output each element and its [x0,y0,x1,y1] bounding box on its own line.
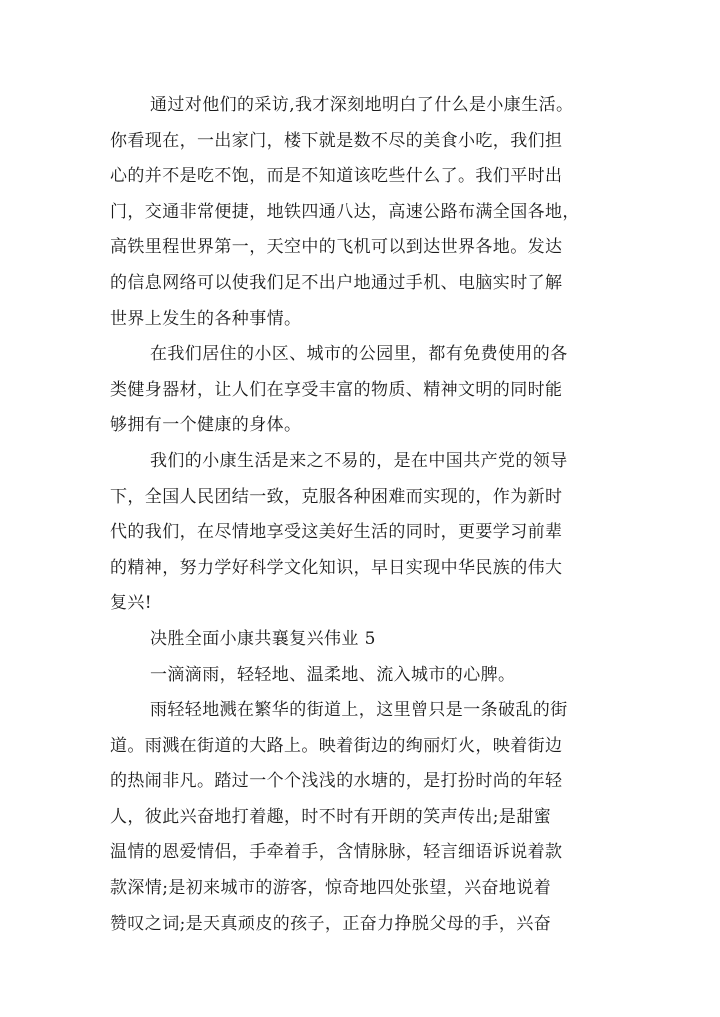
text-line: 的信息网络可以使我们足不出户地通过手机、电脑实时了解 [110,272,563,293]
document-body [110,88,638,942]
text-line: 雨轻轻地溅在繁华的街道上，这里曾只是一条破乱的街 [150,700,568,721]
text-line: 门，交通非常便捷，地铁四通八达，高速公路布满全国各地， [110,201,580,222]
text-line: 类健身器材，让人们在享受丰富的物质、精神文明的同时能 [110,379,563,400]
text-line: 的精神，努力学好科学文化知识，早日实现中华民族的伟大 [110,557,563,578]
text-line: 够拥有一个健康的身体。 [110,415,302,436]
text-line: 款深情;是初来城市的游客，惊奇地四处张望，兴奋地说着 [110,878,552,899]
text-line: 高铁里程世界第一，天空中的飞机可以到达世界各地。发达 [110,237,563,258]
text-line: 人，彼此兴奋地打着趣，时不时有开朗的笑声传出;是甜蜜 [110,806,552,827]
text-line: 赞叹之词;是天真顽皮的孩子，正奋力挣脱父母的手，兴奋 [110,913,552,934]
text-line: 你看现在，一出家门，楼下就是数不尽的美食小吃，我们担 [110,130,563,151]
text-line: 世界上发生的各种事情。 [110,308,302,329]
text-line: 通过对他们的采访,我才深刻地明白了什么是小康生活。 [150,95,574,115]
section-heading: 决胜全面小康共襄复兴伟业 5 [150,628,376,649]
text-line: 心的并不是吃不饱，而是不知道该吃些什么了。我们平时出 [110,166,563,187]
text-line: 的热闹非凡。踏过一个个浅浅的水塘的，是打扮时尚的年轻 [110,771,563,792]
text-line: 道。雨溅在街道的大路上。映着街边的绚丽灯火，映着街边 [110,735,563,756]
text-line: 下，全国人民团结一致，克服各种困难而实现的，作为新时 [110,486,563,507]
text-line: 复兴! [110,593,153,614]
text-line: 代的我们，在尽情地享受这美好生活的同时，更要学习前辈 [110,522,563,543]
text-line: 一滴滴雨，轻轻地、温柔地、流入城市的心脾。 [150,664,516,685]
text-line: 在我们居住的小区、城市的公园里，都有免费使用的各 [150,344,568,365]
text-line: 温情的恩爱情侣，手牵着手，含情脉脉，轻言细语诉说着款 [110,842,563,863]
text-line: 我们的小康生活是来之不易的，是在中国共产党的领导 [150,450,568,471]
